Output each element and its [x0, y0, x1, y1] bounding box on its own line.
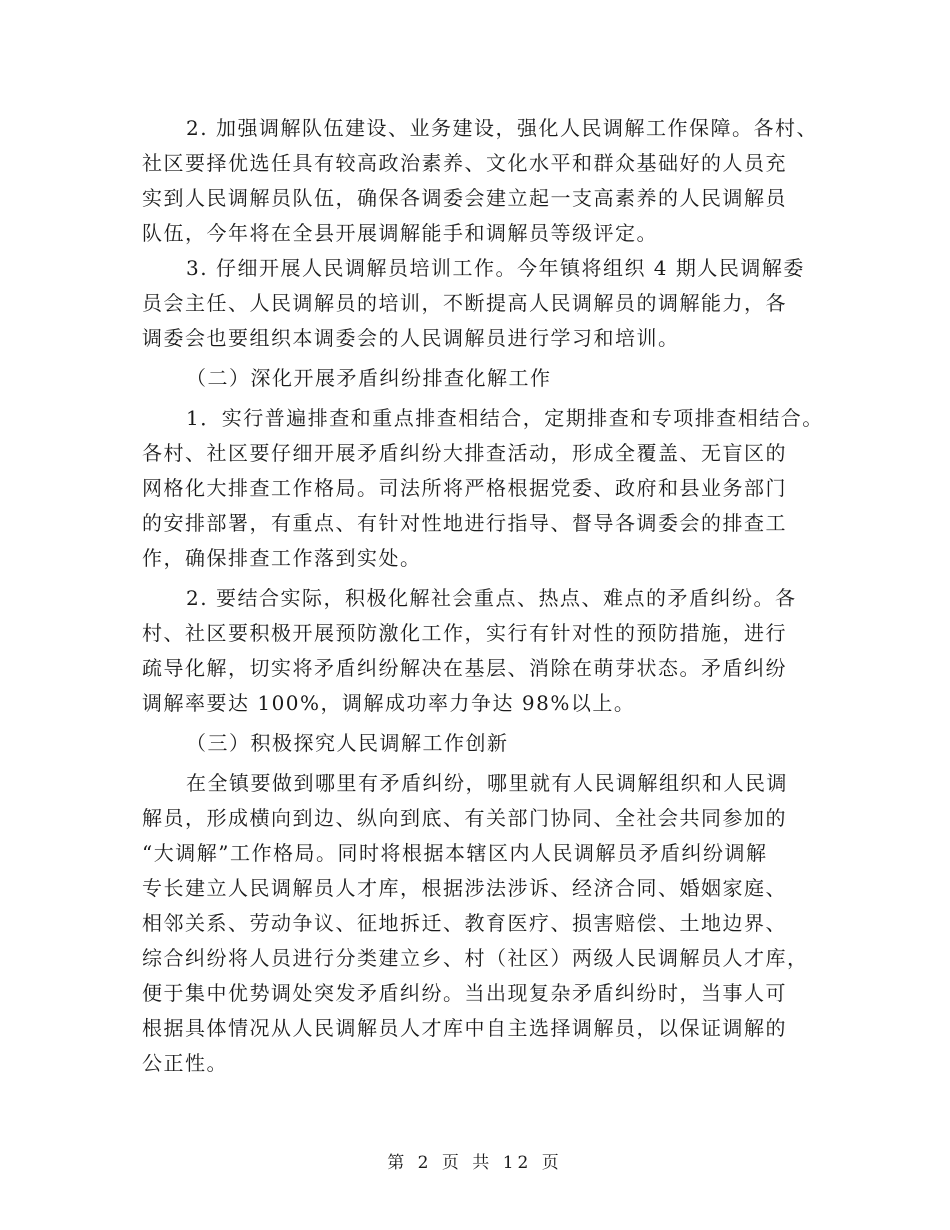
paragraph-line: 综合纠纷将人员进行分类建立乡、村（社区）两级人民调解员人才库，	[142, 946, 809, 970]
paragraph-line: 3. 仔细开展人民调解员培训工作。今年镇将组织 4 期人民调解委	[186, 256, 805, 280]
paragraph-line: 在全镇要做到哪里有矛盾纠纷，哪里就有人民调解组织和人民调	[186, 771, 788, 795]
paragraph-line: 根据具体情况从人民调解员人才库中自主选择调解员，以保证调解的	[142, 1016, 787, 1040]
paragraph-line: 社区要择优选任具有较高政治素养、文化水平和群众基础好的人员充	[142, 151, 787, 175]
paragraph-line: 2. 要结合实际，积极化解社会重点、热点、难点的矛盾纠纷。各	[186, 586, 797, 610]
paragraph-line: 员会主任、人民调解员的培训，不断提高人民调解员的调解能力，各	[142, 291, 787, 315]
paragraph-line: 1．实行普遍排查和重点排查相结合，定期排查和专项排查相结合。	[186, 406, 824, 430]
paragraph-line: 疏导化解，切实将矛盾纠纷解决在基层、消除在萌芽状态。矛盾纠纷	[142, 656, 787, 680]
page-footer: 第 2 页 共 12 页	[387, 1153, 563, 1173]
paragraph-line: 队伍，今年将在全县开展调解能手和调解员等级评定。	[142, 221, 658, 245]
paragraph-line: 各村、社区要仔细开展矛盾纠纷大排查活动，形成全覆盖、无盲区的	[142, 441, 787, 465]
paragraph-line: 2. 加强调解队伍建设、业务建设，强化人民调解工作保障。各村、	[186, 116, 818, 140]
paragraph-line: “大调解”工作格局。同时将根据本辖区内人民调解员矛盾纠纷调解	[142, 841, 768, 865]
paragraph-line: 调委会也要组织本调委会的人民调解员进行学习和培训。	[142, 326, 680, 350]
paragraph-line: 便于集中优势调处突发矛盾纠纷。当出现复杂矛盾纠纷时，当事人可	[142, 981, 787, 1005]
paragraph-line: 专长建立人民调解员人才库，根据涉法涉诉、经济合同、婚姻家庭、	[142, 876, 787, 900]
paragraph-line: 相邻关系、劳动争议、征地拆迁、教育医疗、损害赔偿、土地边界、	[142, 911, 787, 935]
paragraph-line: 村、社区要积极开展预防激化工作，实行有针对性的预防措施，进行	[142, 621, 787, 645]
paragraph-line: 作，确保排查工作落到实处。	[142, 546, 422, 570]
paragraph-line: 网格化大排查工作格局。司法所将严格根据党委、政府和县业务部门	[142, 476, 787, 500]
section-heading: （二）深化开展矛盾纠纷排查化解工作	[186, 366, 552, 390]
paragraph-line: 调解率要达 100%，调解成功率力争达 98%以上。	[142, 691, 636, 715]
paragraph-line: 公正性。	[142, 1051, 228, 1075]
paragraph-line: 的安排部署，有重点、有针对性地进行指导、督导各调委会的排查工	[142, 511, 787, 535]
paragraph-line: 解员，形成横向到边、纵向到底、有关部门协同、全社会共同参加的	[142, 806, 787, 830]
paragraph-line: 实到人民调解员队伍，确保各调委会建立起一支高素养的人民调解员	[142, 186, 787, 210]
section-heading: （三）积极探究人民调解工作创新	[186, 731, 509, 755]
